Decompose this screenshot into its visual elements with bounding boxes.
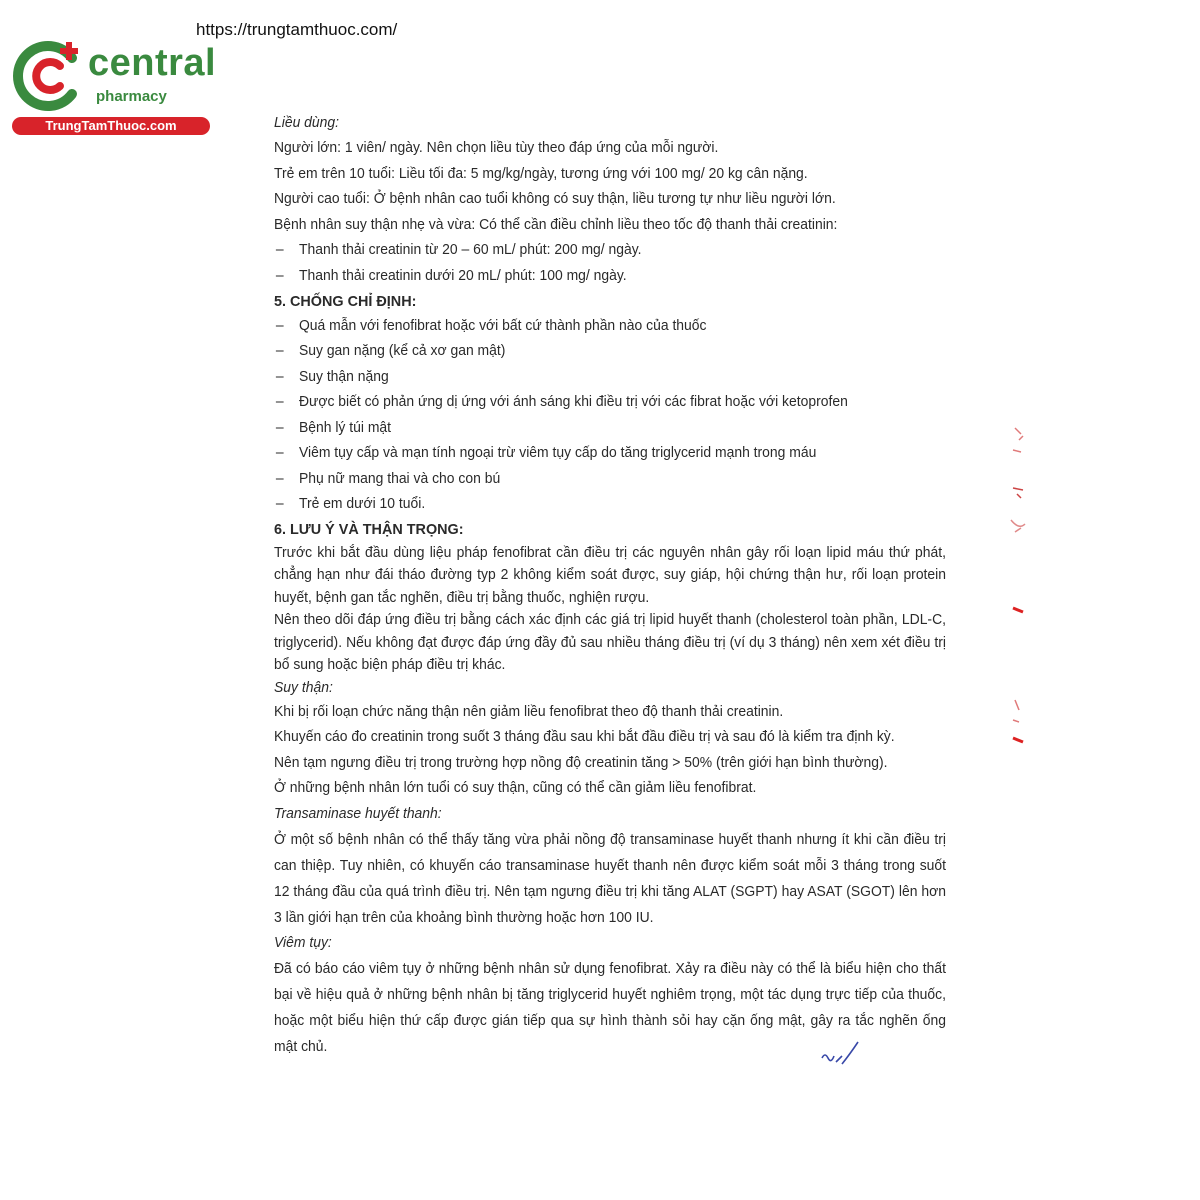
renal-title: Suy thận: <box>274 679 333 696</box>
signature-mark <box>818 1040 860 1070</box>
renal-line: Khuyến cáo đo creatinin trong suốt 3 tháng đầu sau khi bắt đầu điều trị và sau đó là kiểm tra định kỳ. <box>274 729 895 745</box>
source-url[interactable]: https://trungtamthuoc.com/ <box>196 20 398 39</box>
contraindication-item: – Suy thận nặng <box>274 364 946 390</box>
contraindication-item: – Suy gan nặng (kể cả xơ gan mật) <box>274 339 946 365</box>
pancreatitis-title: Viêm tụy: <box>274 935 332 951</box>
contraindication-item: – Trẻ em dưới 10 tuổi. <box>274 492 946 518</box>
transaminase-paragraph: Ở một số bệnh nhân có thể thấy tăng vừa phải nồng độ transaminase huyết thanh nhưng ít khi cần điều trị can thiệp. Tuy nhiên, có khuyến cáo transaminase huyết thanh nên được kiểm soát mỗi 3 tháng trong suốt 12 tháng đầu của quá trình điều trị. Nên tạm ngưng điều trị khi tăng ALAT (SGPT) hay ASAT (SGOT) lên hơn 3 lần giới hạn trên của khoảng bình thường hoặc hơn 100 IU. <box>274 831 946 926</box>
contraindication-item: – Quá mẫn với fenofibrat hoặc với bất cứ thành phần nào của thuốc <box>274 313 946 339</box>
dosage-bullet: – Thanh thải creatinin dưới 20 mL/ phút: 100 mg/ ngày. <box>274 263 946 289</box>
pharmacy-cross-logo-icon <box>10 36 90 116</box>
precautions-paragraph: Nên theo dõi đáp ứng điều trị bằng cách xác định các giá trị lipid huyết thanh (cholesterol toàn phần, LDL-C, triglycerid). Nếu không đạt được đáp ứng đầy đủ sau nhiều tháng điều trị (ví dụ 3 tháng) nên xem xét điều trị bổ sung hoặc biện pháp điều trị khác. <box>274 612 946 673</box>
dosage-line: Người lớn: 1 viên/ ngày. Nên chọn liều tùy theo đáp ứng của mỗi người. <box>274 140 719 156</box>
dosage-line: Trẻ em trên 10 tuổi: Liều tối đa: 5 mg/kg/ngày, tương ứng với 100 mg/ 20 kg cân nặng. <box>274 165 808 182</box>
contraindication-item: – Được biết có phản ứng dị ứng với ánh sáng khi điều trị với các fibrat hoặc với ketoprofen <box>274 390 946 416</box>
dosage-line: Bệnh nhân suy thận nhẹ và vừa: Có thể cần điều chỉnh liều theo tốc độ thanh thải creatinin: <box>274 216 838 233</box>
renal-line: Nên tạm ngưng điều trị trong trường hợp nồng độ creatinin tăng > 50% (trên giới hạn bình thường). <box>274 754 888 771</box>
contraindication-item: – Bệnh lý túi mật <box>274 415 946 441</box>
logo-sub-name: pharmacy <box>96 88 167 105</box>
contraindication-item: – Viêm tụy cấp và mạn tính ngoại trừ viêm tụy cấp do tăng triglycerid mạnh trong máu <box>274 441 946 467</box>
central-pharmacy-logo[interactable] <box>10 36 215 136</box>
precautions-paragraph: Trước khi bắt đầu dùng liệu pháp fenofibrat cần điều trị các nguyên nhân gây rối loạn lipid máu thứ phát, chẳng hạn như đái tháo đường typ 2 không kiểm soát được, suy giáp, hội chứng thận hư, rối loạn protein huyết, bệnh gan tắc nghẽn, điều trị bằng thuốc, nghiện rượu. <box>274 544 946 606</box>
contraindication-item: – Phụ nữ mang thai và cho con bú <box>274 466 946 492</box>
logo-brand-name: central <box>88 42 217 84</box>
transaminase-title: Transaminase huyết thanh: <box>274 805 442 822</box>
logo-website-badge: TrungTamThuoc.com <box>12 117 210 135</box>
pancreatitis-paragraph: Đã có báo cáo viêm tụy ở những bệnh nhân sử dụng fenofibrat. Xảy ra điều này có thể là biểu hiện cho thất bại về hiệu quả ở những bệnh nhân bị tăng triglycerid huyết nghiêm trọng, một tác dụng trực tiếp của thuốc, hoặc một biểu hiện thứ cấp được gián tiếp qua sự hình thành sỏi hay cặn ống mật, gây ra tắc nghẽn ống mật chủ. <box>274 961 946 1055</box>
renal-line: Khi bị rối loạn chức năng thận nên giảm liều fenofibrat theo độ thanh thải creatinin. <box>274 703 784 720</box>
contraindications-heading: 5. CHỐNG CHỈ ĐỊNH: <box>274 292 417 310</box>
scan-edge-stamp-marks <box>1005 420 1035 760</box>
dosage-line: Người cao tuổi: Ở bệnh nhân cao tuổi không có suy thận, liều tương tự như liều người lớn. <box>274 191 836 207</box>
dosage-title: Liều dùng: <box>274 114 340 131</box>
document-body <box>274 110 946 1060</box>
precautions-heading: 6. LƯU Ý VÀ THẬN TRỌNG: <box>274 521 464 538</box>
dosage-bullet: – Thanh thải creatinin từ 20 – 60 mL/ phút: 200 mg/ ngày. <box>274 238 946 264</box>
renal-line: Ở những bệnh nhân lớn tuổi có suy thận, cũng có thể cần giảm liều fenofibrat. <box>274 780 757 796</box>
